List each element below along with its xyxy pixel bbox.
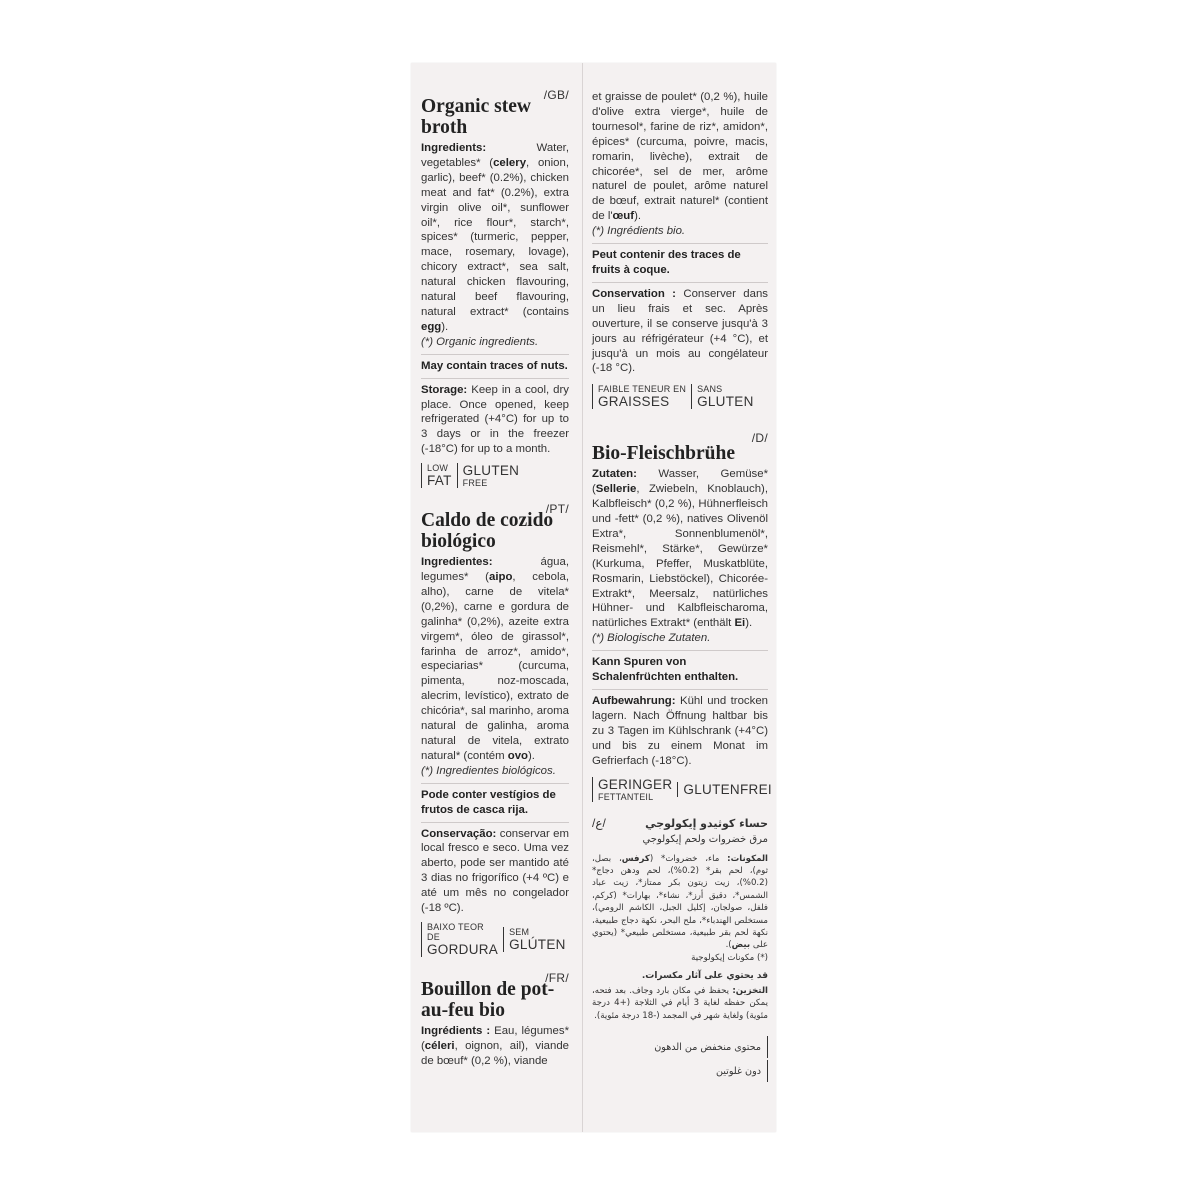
badge-faible-teneur-top: FAIBLE TENEUR EN	[598, 384, 687, 395]
title-fr: Bouillon de pot-au-feu bio	[421, 978, 555, 1021]
ingredients-text-pt-3: ).	[528, 749, 535, 762]
badge-low-fat	[421, 463, 457, 488]
allergen-de-2: Ei	[734, 617, 746, 630]
ingredients-fr	[421, 1024, 569, 1069]
section-pt	[421, 502, 569, 957]
ingredients-de	[592, 467, 768, 631]
badge-geringer-top: GERINGER	[598, 776, 673, 792]
badge-glutenfrei-label: GLUTENFREI	[683, 781, 772, 797]
ingredients-text-fr-2: , oignon, ail), viande de bœuf* (0,2 %), viande	[421, 1039, 569, 1067]
section-de-header	[592, 431, 768, 464]
title-de: Bio-Fleischbrühe	[592, 443, 736, 465]
section-gb-header	[421, 88, 569, 138]
storage-ar	[592, 985, 768, 1022]
ingredients-text-ar-3: ).	[725, 940, 732, 951]
divider	[421, 822, 569, 823]
ingredients-label-fr: Ingrédients :	[421, 1024, 491, 1037]
badge-gluten-free-top: GLUTEN	[462, 463, 520, 479]
badge-low-fat-ar: محتوى منخفض من الدهون	[654, 1036, 768, 1058]
storage-text-ar: يحفظ في مكان بارد وجاف. بعد فتحه، يمكن حفظه لغاية 3 أيام في الثلاجة (+4 درجة مئوية) ولغاية شهر في المجمد (-18 درجة مئوية).	[592, 985, 768, 1021]
divider	[421, 378, 569, 379]
badges-gb	[421, 463, 569, 488]
organic-note-ar: (*) مكونات إيكولوجية	[691, 952, 768, 963]
badges-fr	[592, 384, 768, 409]
storage-text-fr: Conserver dans un lieu frais et sec. Après ouverture, il se conserve jusqu'à 3 jours au réfrigérateur (+4 °C), et jusqu'à un mois au congélateur (-18 °C).	[592, 287, 769, 375]
lang-code-de: /D/	[751, 431, 768, 446]
ingredients-text-pt: água, legumes* (	[421, 556, 569, 584]
badge-baixo-teor-bottom: GORDURA	[427, 941, 499, 957]
badge-gluten-free-ar: دون غلوتين	[716, 1060, 768, 1082]
ingredients-text-de-3: ).	[745, 617, 753, 630]
section-fr-continued	[592, 90, 768, 409]
ingredients-fr-continued	[592, 90, 768, 224]
ingredients-ar	[592, 853, 768, 952]
storage-label-fr: Conservation :	[592, 287, 676, 300]
divider	[421, 783, 569, 784]
divider	[421, 354, 569, 355]
badge-geringer-bottom: FETTANTEIL	[598, 791, 654, 802]
ingredients-text-ar: ماء، خضروات* (	[649, 853, 728, 864]
ingredients-text-gb: Water, vegetables* (	[421, 142, 569, 169]
section-fr	[421, 971, 569, 1069]
ingredients-text-de-2: , Zwiebeln, Knoblauch), Kalbfleisch* (0,2 %), Hühnerfleisch und -fett* (0,2 %), natives Olivenöl Extra*, Sonnenblumenöl*, Reismehl*, Stärke*, Gewürze* (Kurkuma, Pfeffer, Muskatblüte, Rosmarin, Liebstöckel), Chicorée-Extrakt*, Meersalz, natürliches Hühner- und Kalbfleischaroma, natürliches Extrakt* (enthält	[592, 483, 768, 630]
badge-geringer-fettanteil	[592, 777, 677, 802]
section-ar	[592, 816, 768, 1082]
divider	[592, 650, 768, 651]
panel-fold-line	[582, 63, 583, 1132]
storage-label-ar: التخزين:	[732, 985, 768, 996]
organic-note-de: (*) Biologische Zutaten.	[592, 632, 711, 645]
badge-sans-gluten-bottom: GLUTEN	[697, 394, 754, 410]
ingredients-text-fr: Eau, légumes* (	[421, 1024, 569, 1052]
lang-code-pt: /PT/	[545, 502, 569, 517]
storage-fr	[592, 287, 768, 376]
ingredients-text-ar-2: ، بصل، ثوم)، لحم بقر* (0.2%)، لحم ودهن دجاج* (0.2%)، زيت زيتون بكر ممتاز*، زيت عباد الشمس*، دقيق أرز*، نشاء*، بهارات* (كركم، فلفل، صولجان، إكليل الجبل، الكاشم الرومي)، مستخلص الهندباء*، ملح البحر، نكهة دجاج طبيعية، نكهة لحم بقر طبيعية، مستخلص طبيعي* (يحتوي على	[592, 853, 768, 951]
organic-note-pt: (*) Ingredientes biológicos.	[421, 764, 556, 777]
allergen-gb-2: egg	[421, 320, 442, 333]
badge-glutenfrei	[677, 782, 777, 797]
warning-de: Kann Spuren von Schalenfrüchten enthalten.	[592, 656, 739, 684]
ingredients-label-ar: المكونات:	[727, 853, 769, 864]
allergen-de-1: Sellerie	[595, 483, 637, 496]
allergen-fr-2: œuf	[612, 210, 635, 223]
badge-low-fat-bottom: FAT	[427, 473, 452, 489]
ingredients-label-pt: Ingredientes:	[421, 556, 493, 569]
storage-text-pt: conservar em local fresco e seco. Uma vez aberto, pode ser mantido até 3 dias no frigorífico (+4 ºC) e até um mês no congelador (-18 ºC).	[421, 827, 569, 915]
badge-faible-teneur-bottom: GRAISSES	[598, 394, 670, 410]
storage-label-de: Aufbewahrung:	[592, 695, 676, 707]
allergen-ar-1: كرفس	[621, 853, 650, 864]
section-pt-header	[421, 502, 569, 552]
divider	[592, 689, 768, 690]
allergen-pt-2: ovo	[507, 749, 529, 762]
badges-pt	[421, 922, 569, 957]
warning-pt: Pode conter vestígios de frutos de casca rija.	[421, 788, 556, 816]
organic-note-gb: (*) Organic ingredients.	[421, 335, 539, 348]
badge-gluten-free	[457, 463, 525, 488]
badge-sem-gluten-top: SEM	[509, 926, 530, 937]
ingredients-text-gb-2: , onion, garlic), beef* (0.2%), chicken meat and fat* (0.2%), extra virgin olive oil*, sunflower oil*, rice flour*, starch*, spices* (turmeric, pepper, mace, rosemary, lovage), chicory extract*, sea salt, natural chicken flavouring, natural beef flavouring, natural extract* (contains	[421, 156, 569, 318]
ingredients-pt	[421, 555, 569, 764]
lang-code-gb: /GB/	[543, 88, 569, 102]
badge-sem-gluten-bottom: GLÚTEN	[509, 936, 566, 952]
badge-sans-gluten-top: SANS	[697, 384, 723, 395]
storage-pt	[421, 827, 569, 916]
title-ar: حساء كوثيدو إيكولوجي	[645, 816, 768, 830]
section-ar-content	[592, 816, 768, 1082]
allergen-ar-2: بيض	[731, 940, 751, 951]
subtitle-ar: مرق خضروات ولحم إيكولوجي	[642, 833, 768, 845]
section-gb	[421, 88, 569, 488]
allergen-fr-1: céleri	[424, 1039, 455, 1052]
ingredients-text-fr-3: et graisse de poulet* (0,2 %), huile d'olive extra vierge*, huile de tournesol*, farine de riz*, amidon*, épices* (curcuma, poivre, macis, romarin, livèche), extrait de chicorée*, sel de mer, arôme naturel de poulet, arôme naturel de bœuf, extrait naturel* (contient de l'	[592, 91, 768, 223]
ingredients-gb	[421, 141, 569, 335]
badge-sans-gluten	[691, 384, 759, 409]
section-fr-header	[421, 971, 569, 1021]
storage-gb	[421, 383, 569, 458]
warning-ar: قد يحتوي على آثار مكسرات.	[641, 970, 768, 981]
badge-faible-teneur	[592, 384, 691, 409]
divider	[592, 282, 768, 283]
divider	[592, 243, 768, 244]
allergen-pt-1: aipo	[488, 571, 513, 584]
badges-de	[592, 776, 772, 802]
ingredients-text-pt-2: , cebola, alho), carne de vitela* (0,2%), carne e gordura de galinha* (0,2%), azeite extra virgem*, óleo de girassol*, farinha de arroz*, amido*, especiarias* (curcuma, pimenta, noz-moscada, alecrim, levístico), extrato de chicória*, sal marinho, aroma natural de galinha, aroma natural de vitela, extrato natural* (contém	[421, 571, 569, 762]
organic-note-fr: (*) Ingrédients bio.	[592, 225, 686, 238]
storage-text-de: Kühl und trocken lagern. Nach Öffnung haltbar bis zu 3 Tagen im Kühlschrank (+4°C) und bis zu einem Monat im Gefrierfach (-18°C).	[592, 695, 768, 767]
ingredients-text-de: Wasser, Gemüse* (	[592, 468, 768, 496]
badge-sem-gluten	[503, 927, 571, 952]
ingredients-text-gb-3: ).	[441, 320, 449, 333]
warning-fr: Peut contenir des traces de fruits à coque.	[592, 249, 741, 276]
allergen-gb-1: celery	[493, 156, 527, 169]
title-pt: Caldo de cozido biológico	[421, 510, 554, 553]
badge-baixo-teor-top: BAIXO TEOR DE	[427, 921, 484, 942]
left-column	[421, 88, 569, 1069]
badge-baixo-teor	[421, 922, 503, 957]
ingredients-text-fr-4: ).	[634, 210, 642, 223]
storage-text-gb: Keep in a cool, dry place. Once opened, keep refrigerated (+4°C) for up to 3 days or in the freezer (-18°C) for up to a month.	[421, 383, 569, 456]
lang-code-ar: /ع/	[592, 815, 606, 830]
title-gb: Organic stew broth	[421, 96, 531, 138]
badge-low-fat-top: LOW	[427, 463, 449, 474]
ingredients-label-gb: Ingredients:	[421, 142, 487, 154]
warning-gb: May contain traces of nuts.	[421, 359, 568, 372]
storage-de	[592, 694, 768, 769]
storage-label-pt: Conservação:	[421, 827, 497, 840]
lang-code-fr: /FR/	[545, 970, 569, 985]
badges-ar	[592, 1030, 768, 1082]
ingredients-label-de: Zutaten:	[592, 468, 637, 481]
section-de	[592, 431, 772, 802]
badge-gluten-free-bottom: FREE	[462, 478, 488, 489]
storage-label-gb: Storage:	[421, 383, 468, 396]
right-column	[592, 90, 772, 1082]
